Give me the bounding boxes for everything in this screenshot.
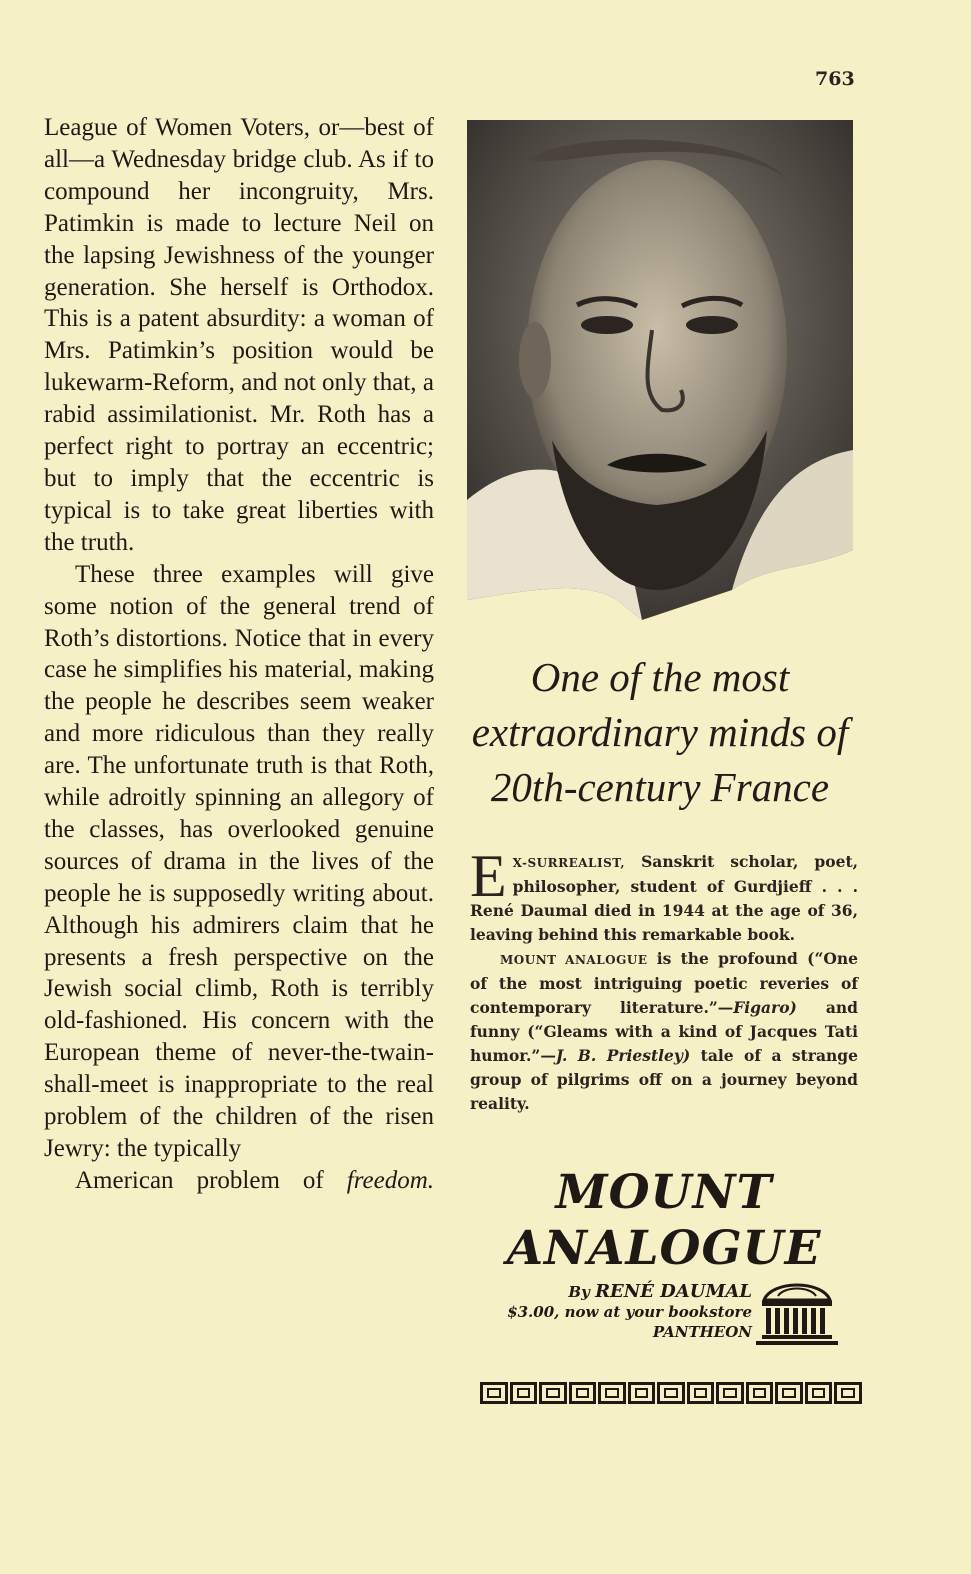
article-paragraph: League of Women Voters, or—best of all—a Wednesday bridge club. As if to compound her incongruity, Mrs. Patimkin is made to lecture Neil on the lapsing Jewishness of the younger generation. She herself is Orthodox. This is a patent absurdity: a woman of Mrs. Patimkin’s position would be lukewarm-Reform, and not only that, a rabid assimilationist. Mr. Roth has a perfect right to portray an eccentric; but to imply that the eccentric is typical is to take great liberties with the truth. <box>44 114 434 556</box>
author-portrait-photo <box>467 120 853 620</box>
article-paragraph-text: These three examples will give some notion of the general trend of Roth’s distortions. Notice that in every case he simplifies his material, making the people he describes seem weaker and more ridiculous than they really are. The unfortunate truth is that Roth, while adroitly spinning an allegory of the classes, has overlooked genuine sources of drama in the lives of the people he is supposedly writing about. Although his admirers claim that he presents a fresh perspective on the Jewish social climb, Roth is terribly old-fashioned. His concern with the European theme of never-the-twain-shall-meet is inappropriate to the real problem of the children of the risen Jewry: the typically <box>44 560 434 1162</box>
decorative-border <box>480 1382 862 1404</box>
book-title-line: ANALOGUE <box>506 1221 822 1276</box>
article-paragraph <box>44 559 434 1197</box>
ad-paragraph-text: and funny (“Gleams with a kind of Jacques Tati humor.”— <box>470 998 858 1065</box>
byline <box>470 1282 752 1342</box>
byline-author: RENÉ DAUMAL <box>595 1281 752 1302</box>
article-last-line-text: American problem of <box>75 1166 324 1194</box>
ad-headline-line: One of the most <box>530 654 790 700</box>
article-emphasis: freedom. <box>346 1166 434 1194</box>
ad-smallcaps-lead: X-SURREALIST, <box>512 856 626 870</box>
border-square-icon <box>834 1382 862 1404</box>
byline-price: $3.00, now at your bookstore <box>507 1303 752 1321</box>
ad-headline-line: extraordinary minds of <box>471 709 849 755</box>
border-square-icon <box>687 1382 715 1404</box>
ad-paragraph-text: tale of a strange group of pilgrims off on a journey beyond reality. <box>470 1046 858 1113</box>
pantheon-logo-icon <box>756 1276 838 1352</box>
article-column <box>44 112 434 1197</box>
ad-paragraph <box>470 843 858 947</box>
byline-publisher: PANTHEON <box>652 1323 752 1341</box>
drop-cap: E <box>470 843 507 909</box>
article-last-line <box>44 1165 434 1197</box>
book-title <box>470 1165 858 1277</box>
ad-paragraph-text: is the profound (“One of the most intriguing poetic reveries of contemporary literature.”— <box>470 949 858 1017</box>
border-square-icon <box>569 1382 597 1404</box>
border-square-icon <box>746 1382 774 1404</box>
border-square-icon <box>805 1382 833 1404</box>
border-square-icon <box>628 1382 656 1404</box>
border-square-icon <box>775 1382 803 1404</box>
border-square-icon <box>539 1382 567 1404</box>
ad-quote-source: J. B. Priestley) <box>555 1046 691 1065</box>
byline-by: By <box>568 1283 590 1301</box>
border-square-icon <box>510 1382 538 1404</box>
border-square-icon <box>716 1382 744 1404</box>
ad-quote-source: Figaro) <box>733 998 797 1017</box>
ad-headline-line: 20th-century France <box>490 764 830 810</box>
ad-paragraph <box>470 947 858 1116</box>
border-square-icon <box>480 1382 508 1404</box>
byline-author-line <box>470 1282 752 1302</box>
ad-headline <box>460 650 860 815</box>
page-number: 763 <box>815 68 855 90</box>
book-title-line: MOUNT <box>555 1165 773 1220</box>
border-square-icon <box>657 1382 685 1404</box>
border-square-icon <box>598 1382 626 1404</box>
ad-paragraph-text: Sanskrit scholar, poet, philosopher, student of Gurdjieff . . . René Daumal died in 1944 at the age of 36, leaving behind this remarkable book. <box>470 852 858 944</box>
ad-body <box>470 843 858 1116</box>
ad-book-mention: MOUNT ANALOGUE <box>500 953 648 967</box>
